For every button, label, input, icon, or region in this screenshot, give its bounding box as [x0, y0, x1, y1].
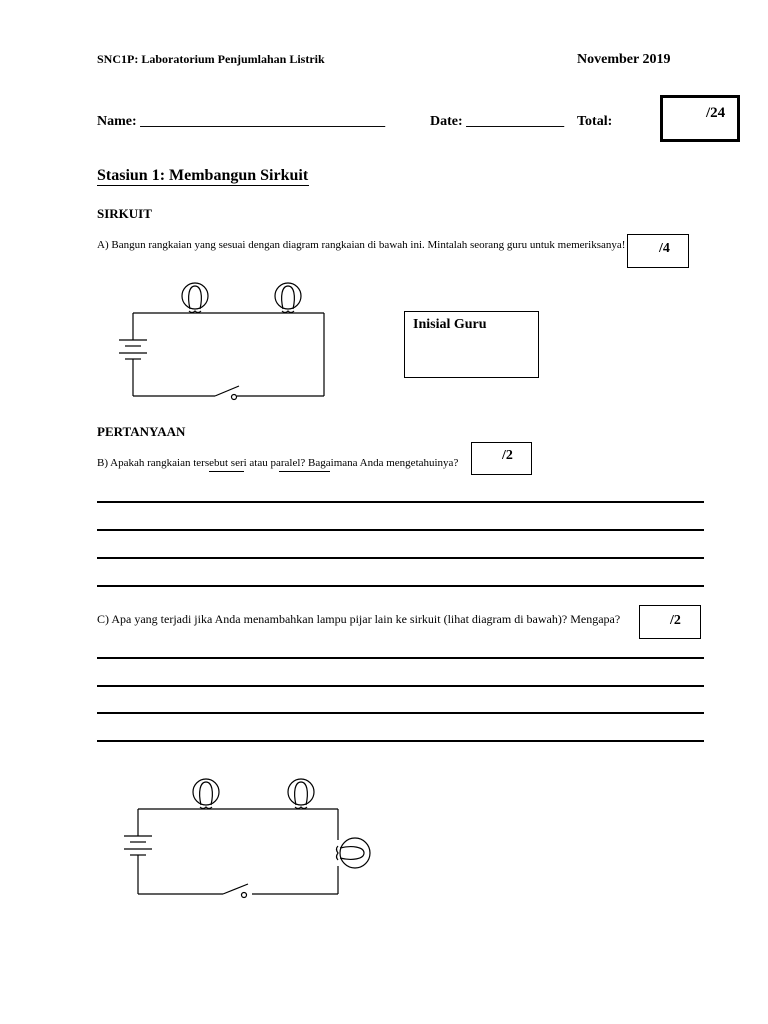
bulb-icon	[288, 779, 314, 809]
teacher-initials-label: Inisial Guru	[413, 317, 487, 332]
score-b: /2	[502, 448, 513, 463]
question-a: A) Bangun rangkaian yang sesuai dengan diagram rangkaian di bawah ini. Mintalah seorang guru untuk memeriksanya!	[97, 239, 626, 251]
course-title: SNC1P: Laboratorium Penjumlahan Listrik	[97, 52, 325, 66]
answer-line-b1[interactable]	[97, 501, 704, 503]
battery-icon	[119, 340, 147, 362]
score-box-c	[639, 605, 701, 639]
station-title-underline	[97, 185, 309, 186]
bulb-icon	[337, 838, 371, 868]
battery-icon	[124, 836, 152, 858]
total-score-box	[660, 95, 740, 142]
answer-line-c2[interactable]	[97, 685, 704, 687]
score-box-a	[627, 234, 689, 268]
circuit-heading: SIRKUIT	[97, 206, 152, 221]
station-title: Stasiun 1: Membangun Sirkuit	[97, 167, 309, 184]
score-box-b	[471, 442, 532, 475]
underline-seri	[209, 471, 244, 472]
bulb-icon	[275, 283, 301, 313]
circuit-diagram-1	[115, 278, 355, 418]
questions-heading: PERTANYAAN	[97, 424, 186, 439]
answer-line-b4[interactable]	[97, 585, 704, 587]
underline-paralel	[279, 471, 330, 472]
score-c: /2	[670, 613, 681, 628]
answer-line-b3[interactable]	[97, 557, 704, 559]
answer-line-c1[interactable]	[97, 657, 704, 659]
answer-line-b2[interactable]	[97, 529, 704, 531]
teacher-initials-box[interactable]	[404, 311, 539, 378]
answer-line-c4[interactable]	[97, 740, 704, 742]
switch-icon	[215, 386, 239, 400]
total-label: Total:	[577, 114, 613, 129]
total-score: /24	[706, 105, 726, 121]
question-b: B) Apakah rangkaian tersebut seri atau paralel? Bagaimana Anda mengetahuinya?	[97, 457, 459, 469]
answer-line-c3[interactable]	[97, 712, 704, 714]
name-field-label: Name: ___________________________________	[97, 114, 386, 129]
circuit-diagram-2	[120, 772, 400, 912]
bulb-icon	[182, 283, 208, 313]
switch-icon	[223, 884, 248, 898]
question-c: C) Apa yang terjadi jika Anda menambahkan lampu pijar lain ke sirkuit (lihat diagram di bawah)? Mengapa?	[97, 612, 621, 626]
bulb-icon	[193, 779, 219, 809]
score-a: /4	[659, 241, 670, 256]
document-date: November 2019	[577, 52, 671, 67]
date-field-label: Date: ______________	[430, 114, 565, 129]
